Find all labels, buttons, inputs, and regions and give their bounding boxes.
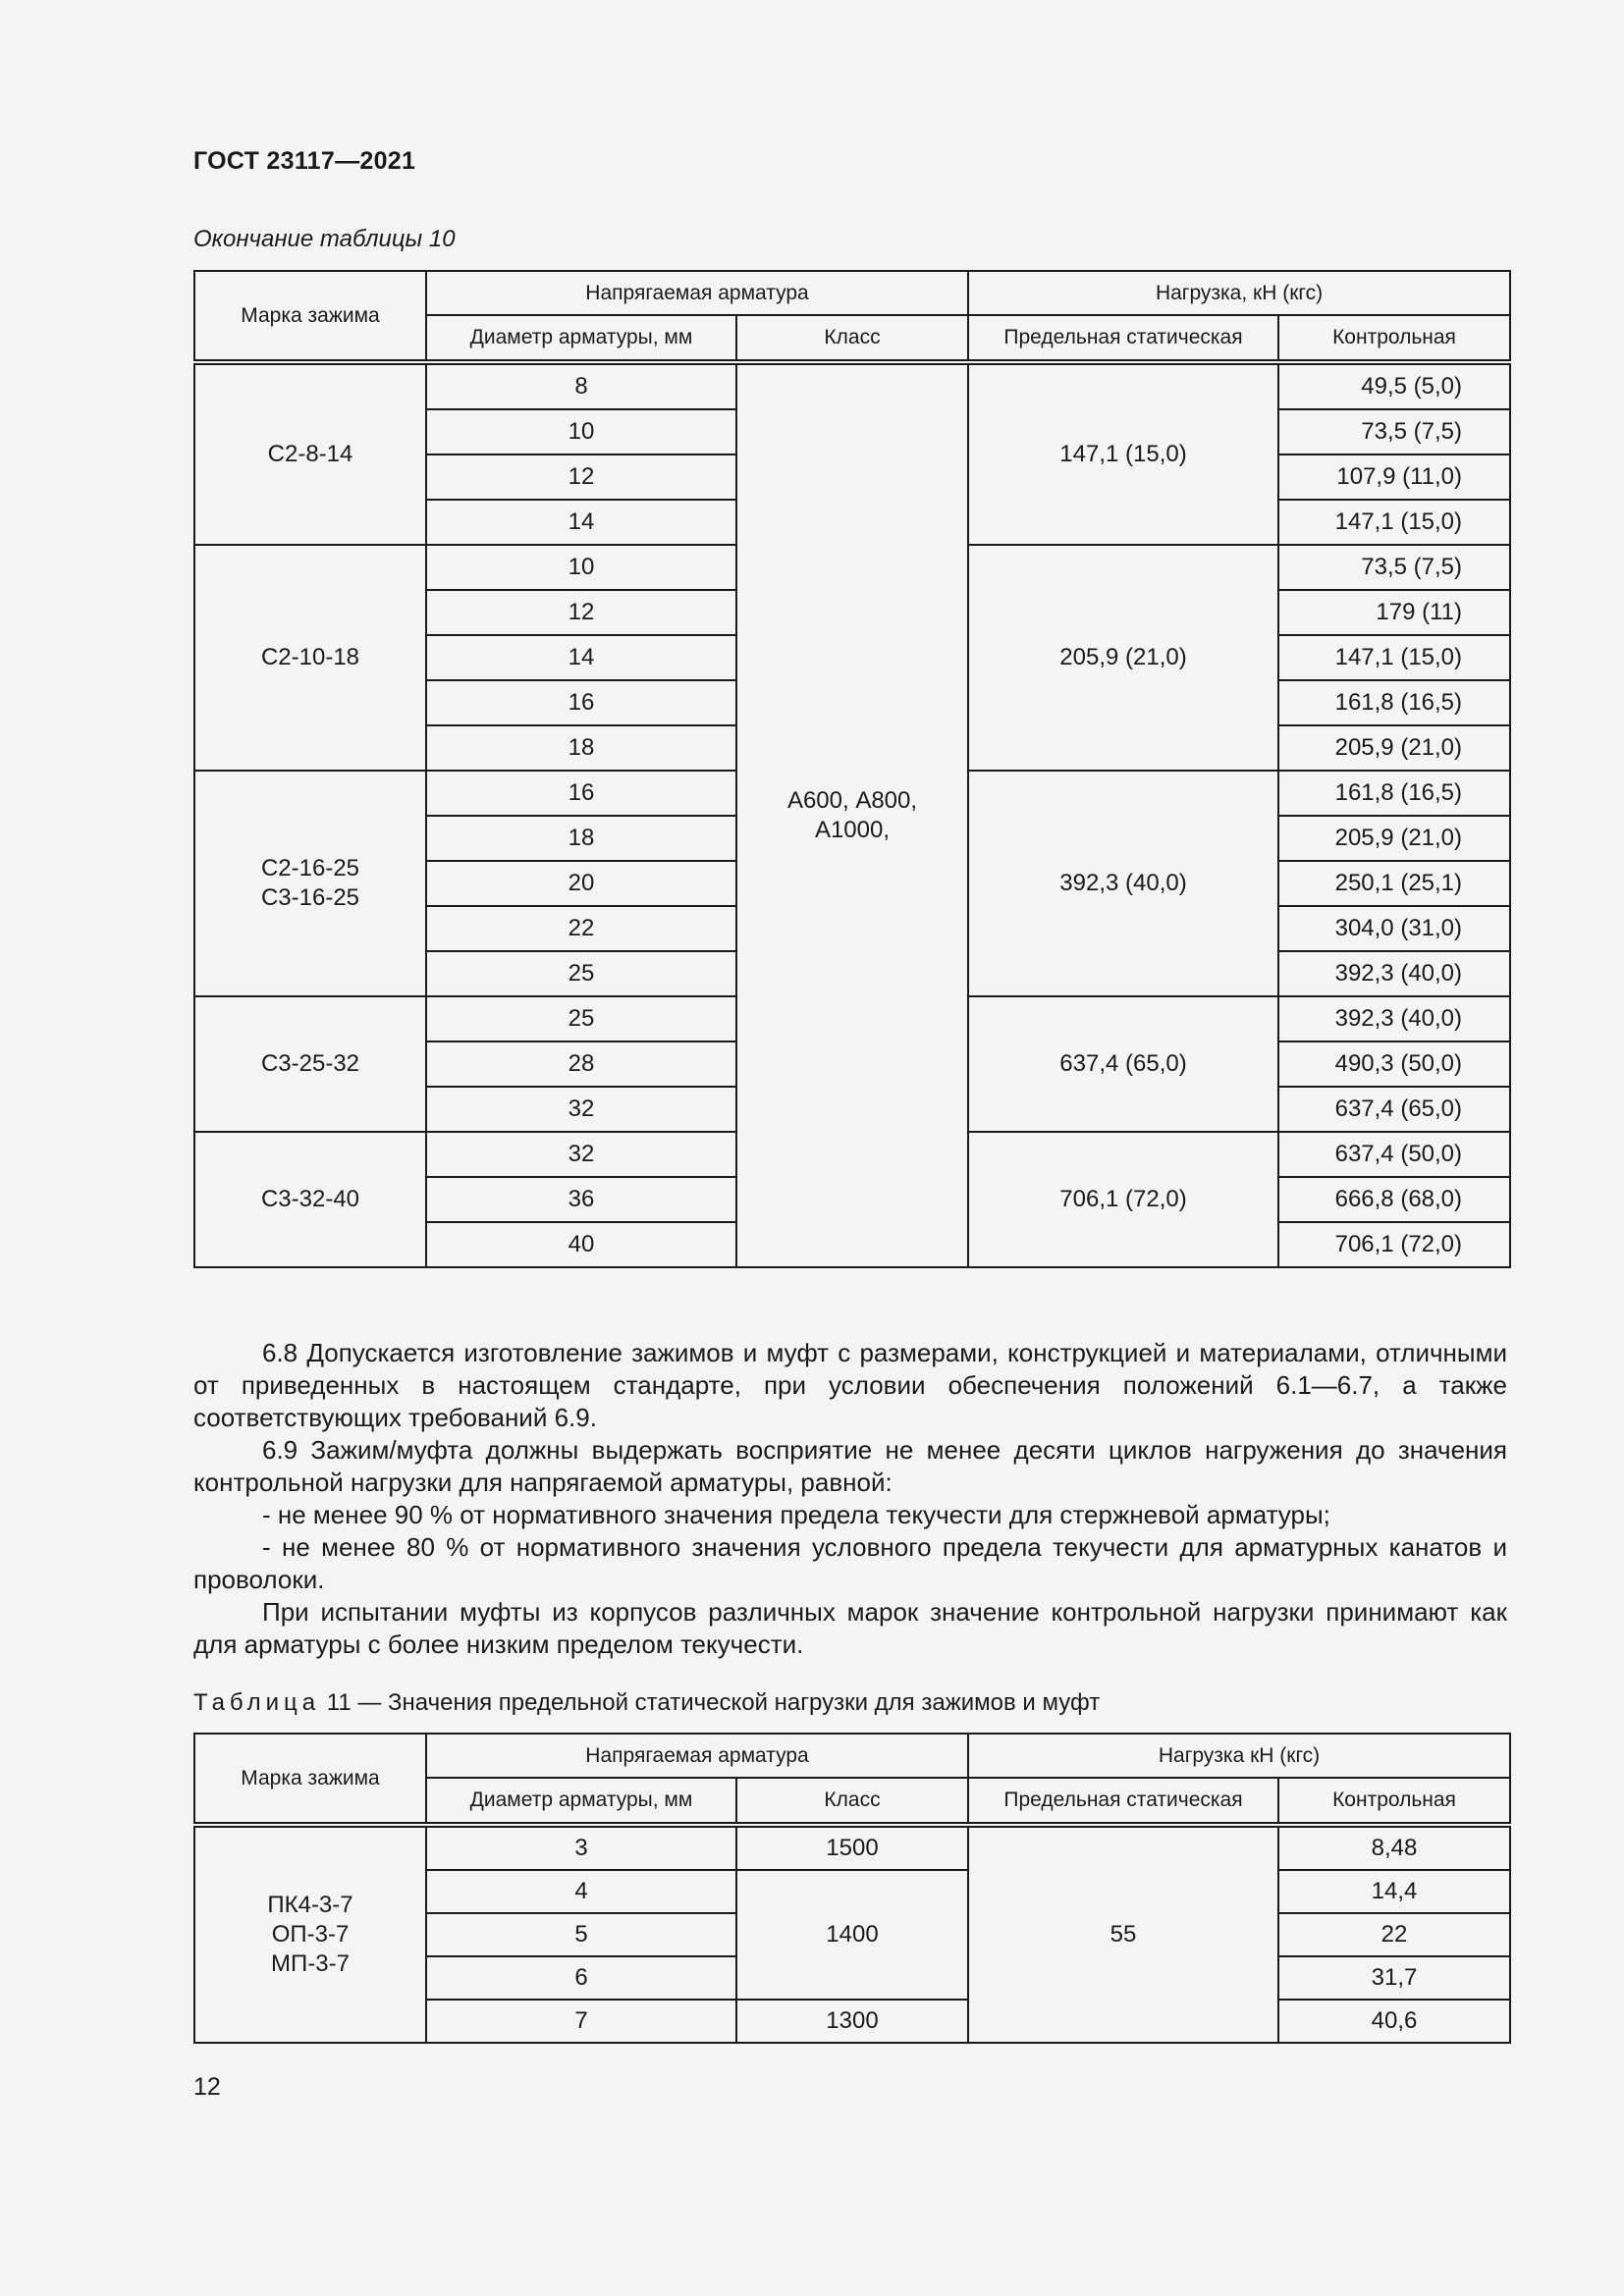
diameter-cell: 12 [426, 590, 736, 635]
diameter-cell: 6 [426, 1956, 736, 2000]
header-reinforcement: Напрягаемая арматура [426, 1734, 968, 1778]
diameter-cell: 16 [426, 680, 736, 725]
diameter-cell: 3 [426, 1825, 736, 1870]
control-load-cell: 179 (11) [1278, 590, 1510, 635]
ultimate-load-cell: 55 [968, 1825, 1278, 2043]
header-load: Нагрузка кН (кгс) [968, 1734, 1510, 1778]
header-diameter: Диаметр арматуры, мм [426, 1778, 736, 1825]
diameter-cell: 36 [426, 1177, 736, 1222]
table-row [194, 1825, 1510, 1870]
ultimate-load-cell: 706,1 (72,0) [968, 1132, 1278, 1267]
header-reinforcement: Напрягаемая арматура [426, 271, 968, 315]
header-ultimate: Предельная статическая [968, 1778, 1278, 1825]
control-load-cell: 205,9 (21,0) [1278, 816, 1510, 861]
paragraph-6-8: 6.8 Допускается изготовление зажимов и муфт с размерами, конструкцией и материалами, отличными от приведенных в настоящем стандарте, при условии обеспечения положений 6.1—6.7, а также соответствующих требований 6.9. [193, 1338, 1507, 1432]
header-class: Класс [736, 315, 968, 362]
body-text [193, 1337, 1507, 1661]
diameter-cell: 28 [426, 1041, 736, 1087]
table-11-body [194, 1825, 1510, 2043]
control-load-cell: 490,3 (50,0) [1278, 1041, 1510, 1087]
diameter-cell: 25 [426, 996, 736, 1041]
diameter-cell: 22 [426, 906, 736, 951]
page-number: 12 [193, 2073, 221, 2101]
mark-cell: С3-32-40 [194, 1132, 426, 1267]
diameter-cell: 10 [426, 409, 736, 454]
header-diameter: Диаметр арматуры, мм [426, 315, 736, 362]
ultimate-load-cell: 147,1 (15,0) [968, 362, 1278, 545]
control-load-cell: 392,3 (40,0) [1278, 996, 1510, 1041]
control-load-cell: 147,1 (15,0) [1278, 635, 1510, 680]
class-cell: А600, А800, А1000, [736, 362, 968, 1267]
ultimate-load-cell: 392,3 (40,0) [968, 771, 1278, 996]
table-continuation-label: Окончание таблицы 10 [193, 226, 456, 252]
diameter-cell: 40 [426, 1222, 736, 1267]
table-11 [193, 1733, 1511, 2044]
control-load-cell: 637,4 (65,0) [1278, 1087, 1510, 1132]
table-row [194, 362, 1510, 409]
header-control: Контрольная [1278, 315, 1510, 362]
caption-text: 11 — Значения предельной статической нагрузки для зажимов и муфт [326, 1689, 1101, 1716]
diameter-cell: 16 [426, 771, 736, 816]
header-ultimate: Предельная статическая [968, 315, 1278, 362]
diameter-cell: 14 [426, 635, 736, 680]
header-mark: Марка зажима [194, 1734, 426, 1825]
control-load-cell: 161,8 (16,5) [1278, 680, 1510, 725]
table-10 [193, 270, 1511, 1268]
diameter-cell: 20 [426, 861, 736, 906]
table-11-caption [193, 1689, 1100, 1717]
diameter-cell: 18 [426, 725, 736, 771]
mark-cell: С2-16-25 С3-16-25 [194, 771, 426, 996]
diameter-cell: 7 [426, 2000, 736, 2043]
mark-cell: ПК4-3-7 ОП-3-7 МП-3-7 [194, 1825, 426, 2043]
class-cell: 1400 [736, 1870, 968, 2000]
control-load-cell: 107,9 (11,0) [1278, 454, 1510, 500]
class-cell: 1300 [736, 2000, 968, 2043]
header-load: Нагрузка, кН (кгс) [968, 271, 1510, 315]
header-mark: Марка зажима [194, 271, 426, 362]
diameter-cell: 25 [426, 951, 736, 996]
control-load-cell: 14,4 [1278, 1870, 1510, 1913]
control-load-cell: 147,1 (15,0) [1278, 500, 1510, 545]
diameter-cell: 10 [426, 545, 736, 590]
document-header: ГОСТ 23117—2021 [193, 147, 416, 175]
control-load-cell: 73,5 (7,5) [1278, 409, 1510, 454]
diameter-cell: 32 [426, 1087, 736, 1132]
control-load-cell: 304,0 (31,0) [1278, 906, 1510, 951]
diameter-cell: 32 [426, 1132, 736, 1177]
control-load-cell: 8,48 [1278, 1825, 1510, 1870]
control-load-cell: 250,1 (25,1) [1278, 861, 1510, 906]
control-load-cell: 73,5 (7,5) [1278, 545, 1510, 590]
diameter-cell: 4 [426, 1870, 736, 1913]
paragraph-test-note: При испытании муфты из корпусов различных марок значение контрольной нагрузки принимают как для арматуры с более низким пределом текучести. [193, 1597, 1507, 1659]
paragraph-6-9: 6.9 Зажим/муфта должны выдержать восприятие не менее десяти циклов нагружения до значения контрольной нагрузки для напрягаемой арматуры, равной: [193, 1435, 1507, 1497]
control-load-cell: 22 [1278, 1913, 1510, 1956]
control-load-cell: 666,8 (68,0) [1278, 1177, 1510, 1222]
ultimate-load-cell: 637,4 (65,0) [968, 996, 1278, 1132]
ultimate-load-cell: 205,9 (21,0) [968, 545, 1278, 771]
header-class: Класс [736, 1778, 968, 1825]
control-load-cell: 205,9 (21,0) [1278, 725, 1510, 771]
control-load-cell: 49,5 (5,0) [1278, 362, 1510, 409]
table-10-body [194, 362, 1510, 1267]
diameter-cell: 12 [426, 454, 736, 500]
control-load-cell: 706,1 (72,0) [1278, 1222, 1510, 1267]
control-load-cell: 637,4 (50,0) [1278, 1132, 1510, 1177]
control-load-cell: 161,8 (16,5) [1278, 771, 1510, 816]
class-cell: 1500 [736, 1825, 968, 1870]
mark-cell: С2-8-14 [194, 362, 426, 545]
header-control: Контрольная [1278, 1778, 1510, 1825]
mark-cell: С3-25-32 [194, 996, 426, 1132]
list-item: - не менее 80 % от нормативного значения условного предела текучести для арматурных канатов и проволоки. [193, 1532, 1507, 1594]
control-load-cell: 31,7 [1278, 1956, 1510, 2000]
diameter-cell: 14 [426, 500, 736, 545]
control-load-cell: 40,6 [1278, 2000, 1510, 2043]
diameter-cell: 18 [426, 816, 736, 861]
diameter-cell: 5 [426, 1913, 736, 1956]
diameter-cell: 8 [426, 362, 736, 409]
mark-cell: С2-10-18 [194, 545, 426, 771]
control-load-cell: 392,3 (40,0) [1278, 951, 1510, 996]
list-item: - не менее 90 % от нормативного значения предела текучести для стержневой арматуры; [262, 1500, 1330, 1529]
caption-prefix: Таблица [193, 1689, 321, 1716]
